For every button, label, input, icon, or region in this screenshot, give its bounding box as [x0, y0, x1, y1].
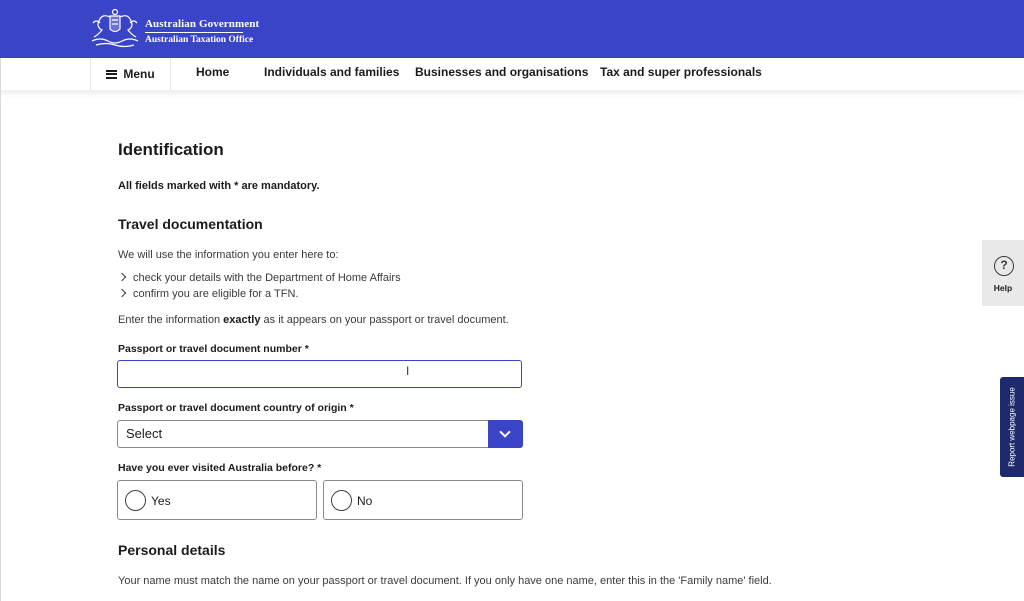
coat-of-arms-icon[interactable] — [88, 7, 142, 49]
radio-yes-circle[interactable] — [125, 490, 146, 511]
help-icon: ? — [994, 256, 1014, 276]
menu-button[interactable] — [90, 58, 171, 90]
help-button[interactable] — [982, 240, 1024, 306]
brand-line-government: Australian Government — [145, 18, 260, 30]
bullet-text: confirm you are eligible for a TFN. — [133, 288, 299, 300]
radio-option-no[interactable] — [323, 480, 523, 520]
chevron-right-icon — [118, 289, 126, 297]
country-dropdown-button[interactable] — [488, 420, 523, 448]
list-item — [118, 272, 401, 284]
brand-divider — [145, 32, 243, 33]
menu-label: Menu — [123, 67, 155, 81]
chevron-down-icon — [499, 426, 510, 437]
bullet-text: check your details with the Department of Home Affairs — [133, 272, 401, 284]
enter-emphasis: exactly — [223, 314, 261, 326]
report-webpage-issue-button[interactable] — [1000, 377, 1024, 477]
chevron-right-icon — [118, 273, 126, 281]
radio-option-yes[interactable] — [117, 480, 317, 520]
radio-yes-label: Yes — [151, 494, 171, 508]
nav-link-individuals[interactable]: Individuals and families — [264, 65, 400, 79]
brand-line-ato: Australian Taxation Office — [145, 35, 254, 45]
nav-link-home[interactable]: Home — [196, 65, 230, 79]
enter-suffix: as it appears on your passport or travel document. — [260, 314, 509, 326]
main-nav — [0, 58, 1024, 90]
travel-documentation-heading: Travel documentation — [118, 216, 263, 232]
radio-no-circle[interactable] — [331, 490, 352, 511]
gov-header — [0, 0, 1024, 58]
radio-no-label: No — [357, 494, 373, 508]
enter-prefix: Enter the information — [118, 314, 224, 326]
intro-text: We will use the information you enter here to: — [118, 249, 339, 261]
country-of-origin-label: Passport or travel document country of origin * — [118, 402, 354, 414]
page-title: Identification — [118, 140, 224, 159]
nav-link-professionals[interactable]: Tax and super professionals — [600, 65, 762, 79]
personal-details-heading: Personal details — [118, 542, 226, 558]
report-issue-label: Report webpage issue — [1007, 387, 1017, 467]
nav-link-businesses[interactable]: Businesses and organisations — [415, 65, 589, 79]
country-of-origin-select[interactable]: Select — [117, 420, 489, 448]
gov-brand-text[interactable] — [145, 18, 259, 46]
list-item — [118, 288, 298, 300]
personal-details-text: Your name must match the name on your passport or travel document. If you only have one name, enter this in the 'Family name' field. — [118, 575, 772, 587]
visited-australia-label: Have you ever visited Australia before? * — [118, 462, 322, 474]
passport-number-label: Passport or travel document number * — [118, 343, 309, 355]
hamburger-icon — [106, 70, 117, 79]
help-label: Help — [993, 283, 1013, 293]
passport-number-input[interactable] — [117, 360, 522, 388]
enter-exactly-text — [118, 314, 509, 326]
page-border — [0, 58, 1, 601]
mandatory-note: All fields marked with * are mandatory. — [118, 180, 320, 192]
text-cursor-icon: I — [406, 364, 410, 378]
